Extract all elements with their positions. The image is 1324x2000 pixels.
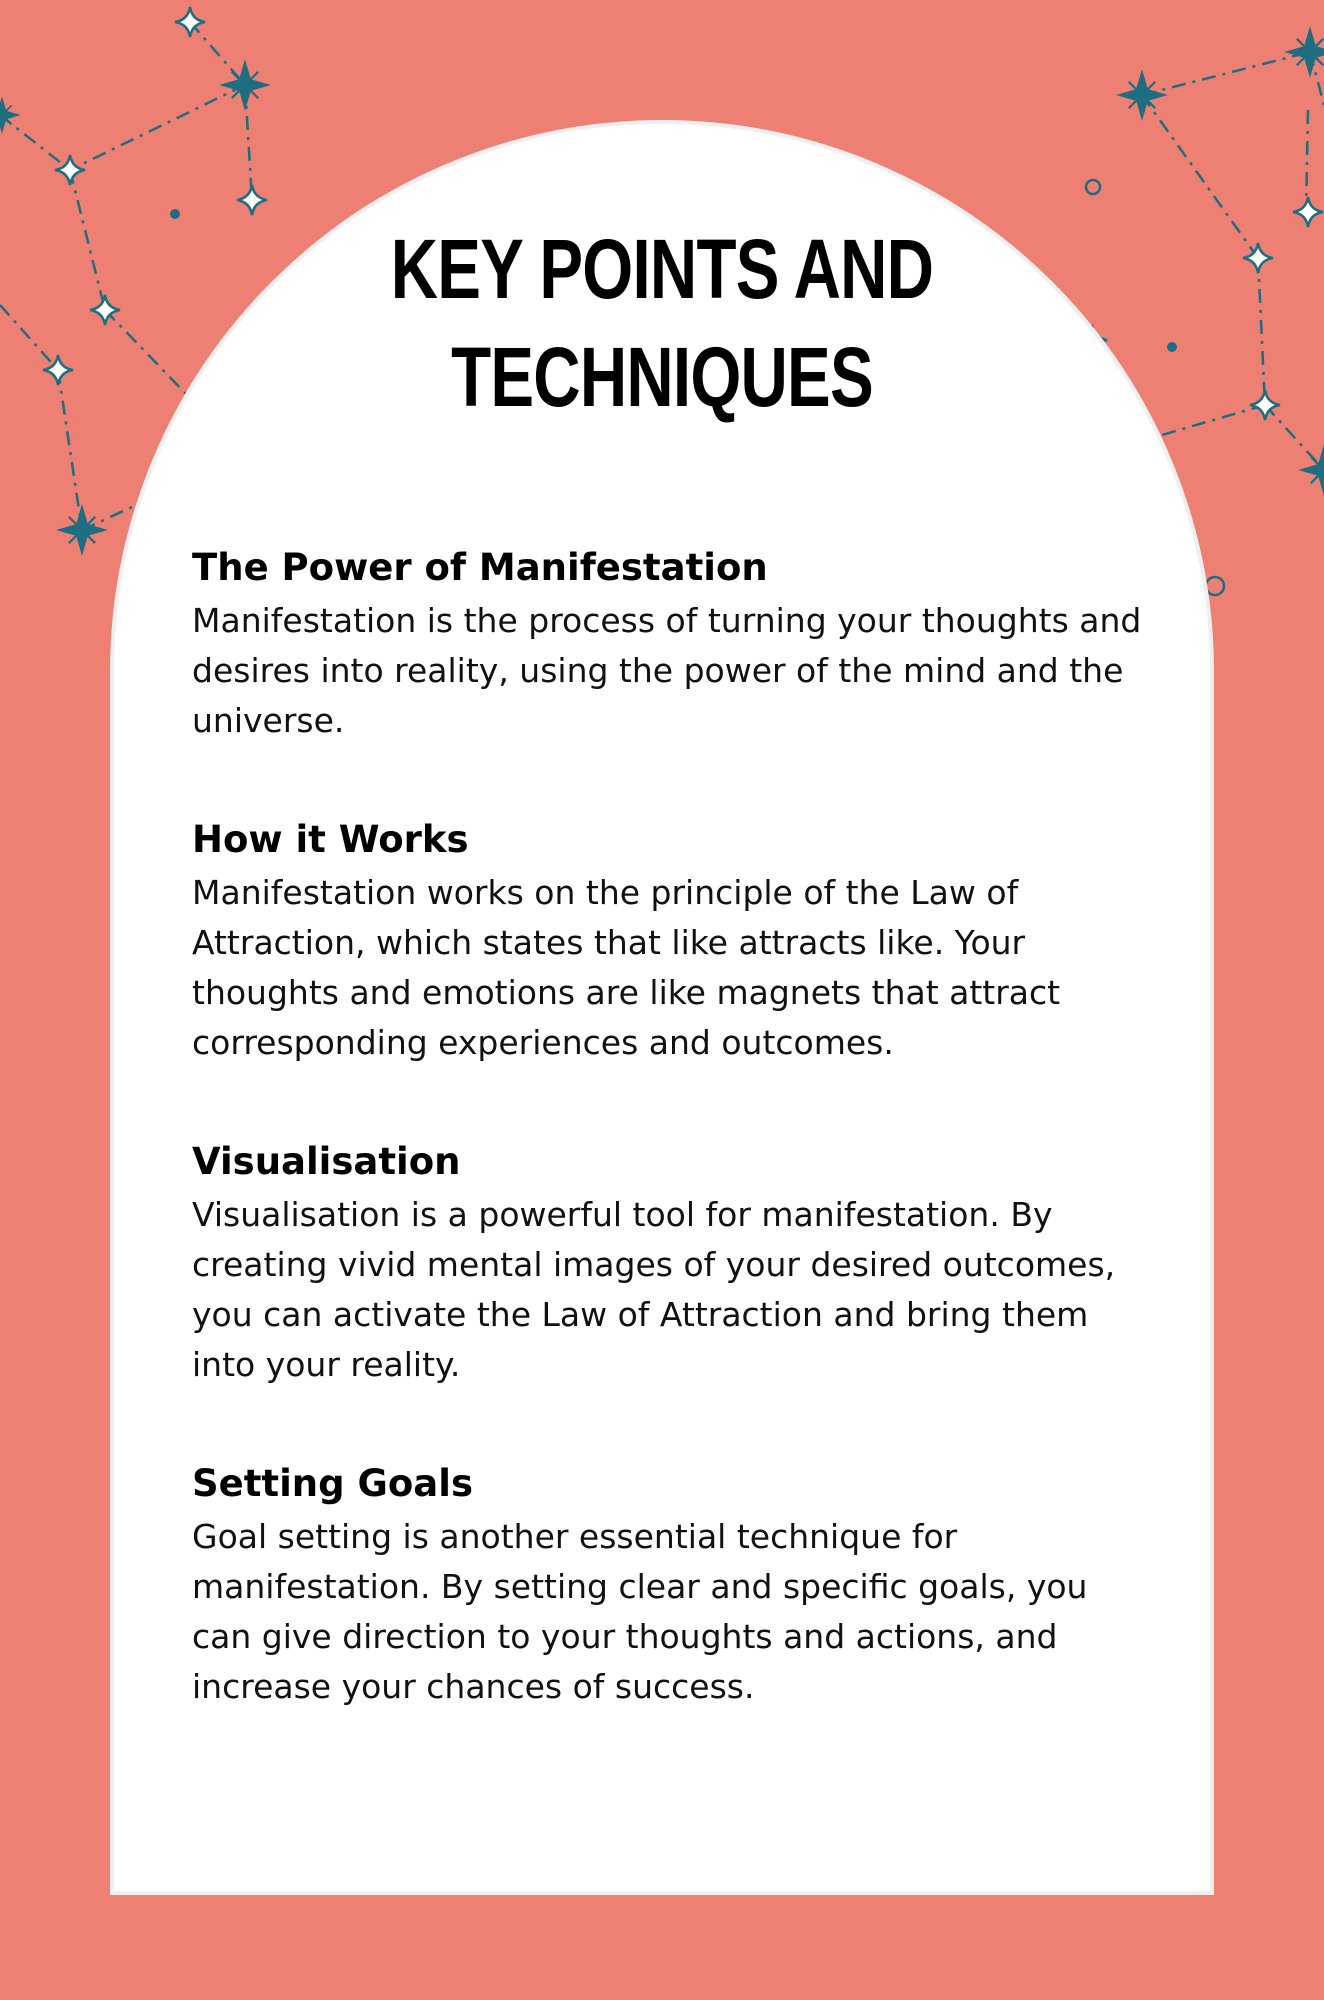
title-line-2: TECHNIQUES xyxy=(451,330,873,424)
section-heading: The Power of Manifestation xyxy=(192,546,768,589)
section-how-it-works xyxy=(192,812,1152,1068)
section-setting-goals xyxy=(192,1456,1152,1712)
section-body: Manifestation is the process of turning your thoughts and desires into reality, using the power of the mind and the universe. xyxy=(192,601,1142,740)
section-body: Goal setting is another essential technique for manifestation. By setting clear and specific goals, you can give direction to your thoughts and actions, and increase your chances of success. xyxy=(192,1517,1088,1706)
title-line-1: KEY POINTS AND xyxy=(390,222,934,316)
section-heading: How it Works xyxy=(192,818,469,861)
section-heading: Setting Goals xyxy=(192,1462,473,1505)
section-visualisation xyxy=(192,1134,1152,1390)
section-body: Manifestation works on the principle of the Law of Attraction, which states that like attracts like. Your thoughts and emotions are like magnets that attract corresponding experiences and outcomes. xyxy=(192,873,1061,1062)
section-body: Visualisation is a powerful tool for manifestation. By creating vivid mental images of your desired outcomes, you can activate the Law of Attraction and bring them into your reality. xyxy=(192,1195,1116,1384)
page-title xyxy=(231,215,1092,431)
section-heading: Visualisation xyxy=(192,1140,461,1183)
section-power-of-manifestation xyxy=(192,540,1152,746)
sections-list xyxy=(192,540,1152,1712)
